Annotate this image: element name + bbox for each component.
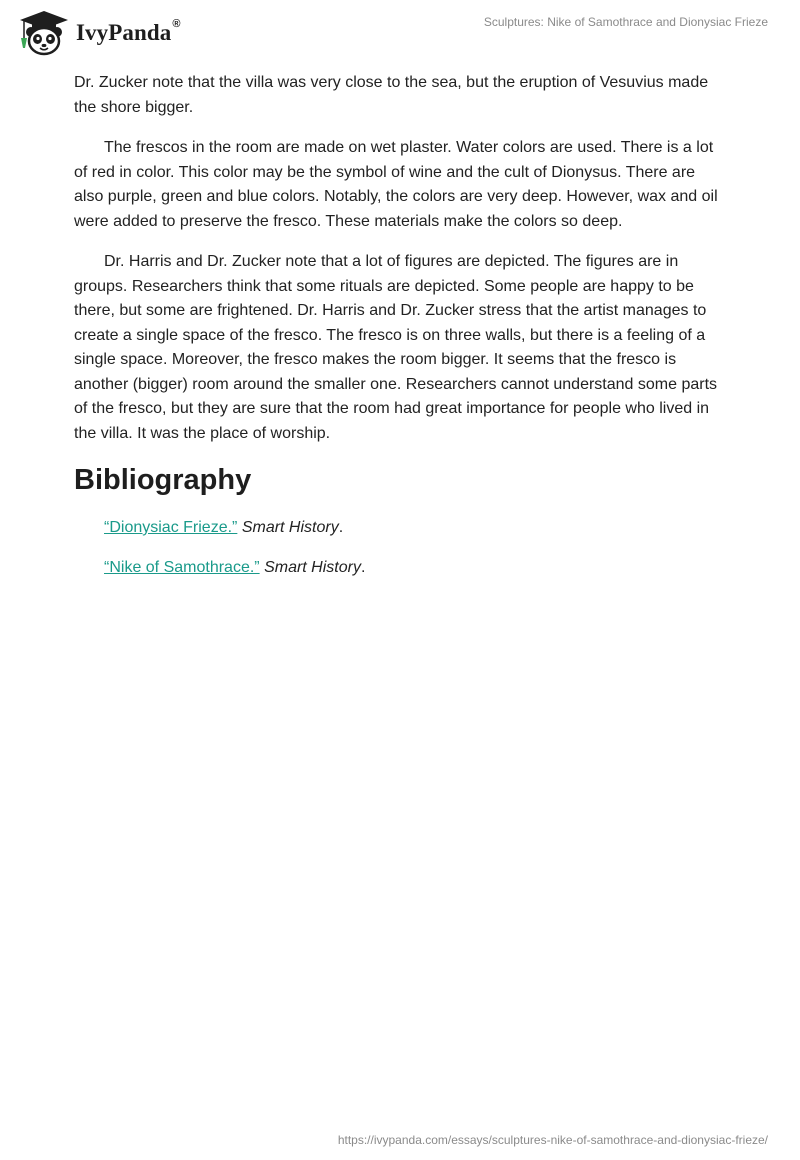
bibliography-link-nike-of-samothrace[interactable]: “Nike of Samothrace.” (104, 559, 260, 576)
ivypanda-logo[interactable] (16, 8, 181, 56)
bibliography-heading: Bibliography (74, 464, 252, 496)
essay-content (74, 71, 724, 596)
bibliography-entry (104, 516, 724, 540)
bibliography-end: . (338, 519, 344, 536)
document-title: Sculptures: Nike of Samothrace and Dionysiac Frieze (483, 15, 768, 29)
paragraph-1: Dr. Zucker note that the villa was very close to the sea, but the eruption of Vesuvius made the shore bigger. (74, 74, 709, 116)
panda-graduate-icon (16, 8, 72, 56)
bibliography-link-dionysiac-frieze[interactable]: “Dionysiac Frieze.” (104, 519, 238, 536)
bibliography-entry (104, 556, 724, 580)
paragraph-2: The frescos in the room are made on wet plaster. Water colors are used. There is a lot of red in color. This color may be the symbol of wine and the cult of Dionysus. There are also purple, green and blue colors. Notably, the colors are very deep. However, wax and oil were added to preserve the fresco. These materials make the colors so deep. (74, 139, 718, 230)
footer-url[interactable]: https://ivypanda.com/essays/sculptures-nike-of-samothrace-and-dionysiac-frieze/ (337, 1133, 768, 1147)
bibliography-source: Smart History (264, 559, 361, 576)
logo-wordmark: IvyPanda® (76, 18, 181, 45)
bibliography-source: Smart History (241, 519, 339, 536)
page-header (0, 0, 800, 60)
paragraph-3: Dr. Harris and Dr. Zucker note that a lot of figures are depicted. The figures are in groups. Researchers think that some rituals are depicted. Some people are happy to be there, but some are frightened. Dr. Harris and Dr. Zucker stress that the artist manages to create a single space of the fresco. The fresco is on three walls, but there is a feeling of a single space. Moreover, the fresco makes the room bigger. It seems that the fresco is another (bigger) room around the smaller one. Researchers cannot understand some parts of the fresco, but they are sure that the room had great importance for people who lived in the villa. It was the place of worship. (74, 253, 718, 442)
bibliography-end: . (360, 559, 366, 576)
